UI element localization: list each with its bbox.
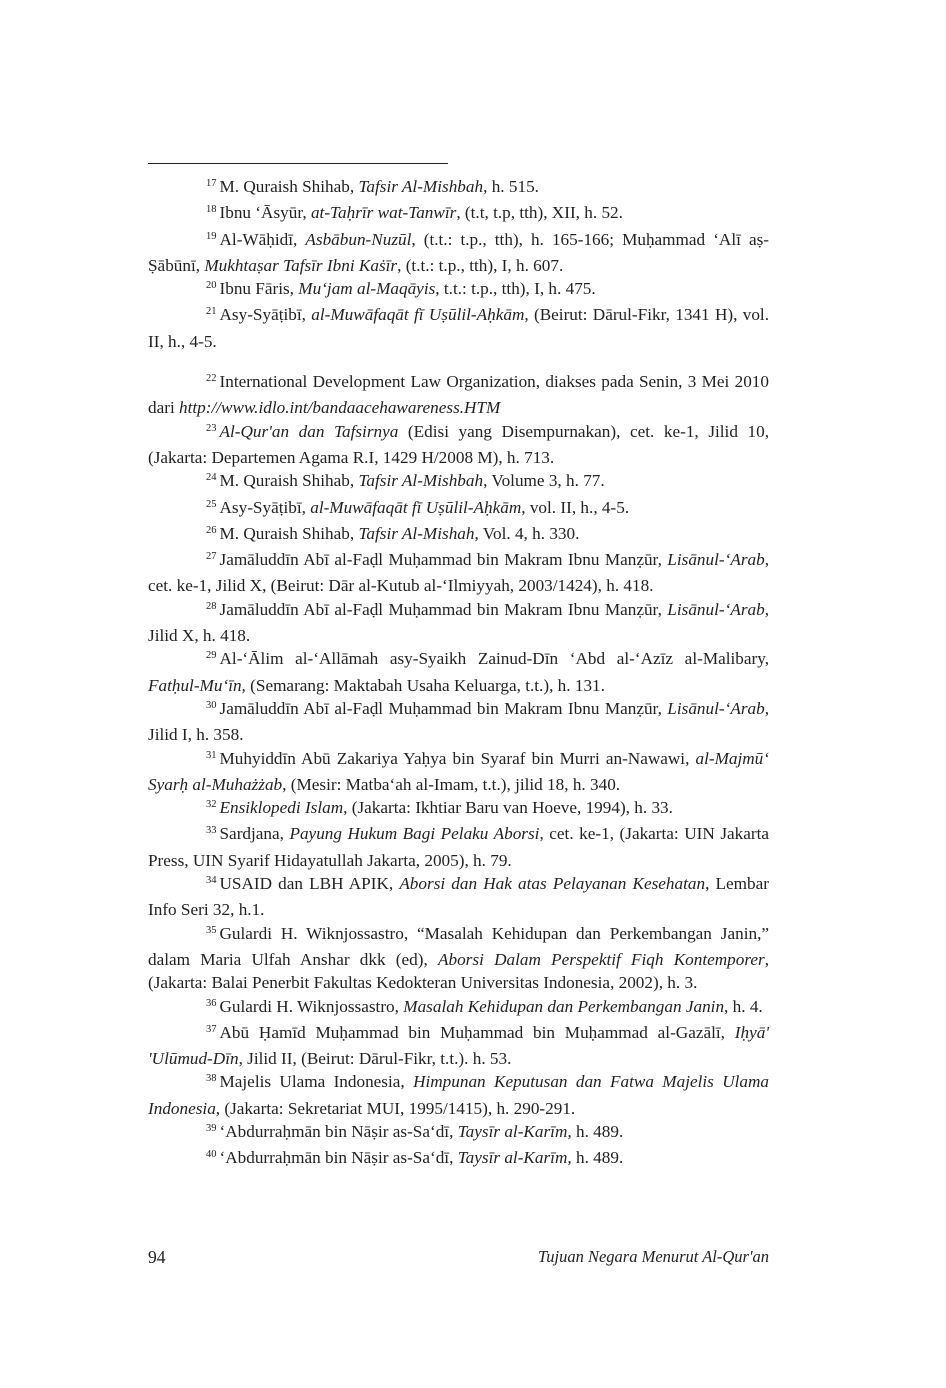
footnote (148, 277, 769, 303)
footnote-text: Al-‘Ālim al-‘Allāmah asy-Syaikh Zainud-Dīn ‘Abd al-‘Azīz al-Malibary, (219, 649, 769, 669)
footnote-text: , (Jakarta: Sekretariat MUI, 1995/1415), h. 290-291. (215, 1098, 576, 1118)
footnote-title: Mukhtaṣar Tafsīr Ibni Kaṡīr (204, 255, 398, 275)
footnote-number: 40 (206, 1149, 217, 1161)
footnote (148, 201, 769, 227)
footnote-text: , cet. ke-1, Jilid X, (Beirut: Dār al-Kutub al-‘Ilmiyyah, 2003/1424), h. 418. (148, 550, 769, 596)
footnote-number: 35 (206, 924, 217, 936)
footnote-text: Gulardi H. Wiknjossastro, (219, 996, 404, 1016)
footnote-number: 32 (206, 799, 217, 811)
footnote-title: Lisānul-‘Arab (667, 698, 765, 718)
footnote-number: 19 (206, 230, 217, 242)
footnote-text: Al-Wāḥidī, (219, 229, 306, 249)
page-number: 94 (148, 1247, 166, 1267)
footnote-text: Asy-Syāṭibī, (219, 497, 311, 517)
footnote-text: Gulardi H. Wiknjossastro, “Masalah Kehidupan dan Perkembangan Janin,” dalam Maria Ulfah Anshar dkk (ed), (148, 923, 769, 969)
footnote-text: , Lembar Info Seri 32, h.1. (148, 874, 769, 920)
footnote-title: Payung Hukum Bagi Pelaku Aborsi (289, 824, 540, 844)
footnote-text: International Development Law Organization, diakses pada Senin, 3 Mei 2010 dari (148, 372, 769, 418)
footnote-text: , (Jakarta: Balai Penerbit Fakultas Kedokteran Universitas Indonesia, 2002), h. 3. (148, 949, 770, 993)
running-head: Tujuan Negara Menurut Al-Qur'an (537, 1247, 769, 1266)
footnote-number: 23 (206, 422, 217, 434)
footnote-text: , (t.t.: t.p., tth), h. 165-166; Muḥammad ‘Alī aṣ-Ṣābūnī, (148, 229, 769, 275)
footnote-text: , cet. ke-1, (Jakarta: UIN Jakarta Press, UIN Syarif Hidayatullah Jakarta, 2005), h. 79. (148, 824, 769, 870)
footnote-text: Asy-Syāṭibī, (219, 305, 312, 325)
footnote-text: , Jilid II, (Beirut: Dārul-Fikr, t.t.). h. 53. (238, 1049, 512, 1069)
footnote (148, 522, 769, 548)
footnote-title: Ensiklopedi Islam (219, 798, 344, 818)
footnote-text: , vol. II, h., 4-5. (521, 497, 630, 517)
footnote-number: 39 (206, 1122, 217, 1134)
footnote-number: 33 (206, 825, 217, 837)
footnote-title: al-Muwāfaqāt fī Uṣūlil-Aḥkām (310, 497, 522, 517)
footnote-text: , (Beirut: Dārul-Fikr, 1341 H), vol. II, h., 4-5. (148, 305, 769, 351)
footnote (148, 496, 769, 522)
footnote-number: 29 (206, 650, 217, 662)
footnote-number: 34 (206, 875, 217, 887)
footnote-text: USAID dan LBH APIK, (219, 874, 400, 894)
footnote-title: at-Taḥrīr wat-Tanwīr (310, 203, 457, 223)
footnote-text: Sardjana, (219, 824, 290, 844)
footnote-number: 17 (206, 178, 217, 189)
footnote (148, 598, 769, 648)
footnote-number: 20 (206, 280, 217, 292)
footnote-text: Ibnu Fāris, (219, 279, 299, 299)
footnote-text: Muhyiddīn Abū Zakariya Yaḥya bin Syaraf bin Murri an-Nawawi, (219, 748, 696, 768)
footnote-title: Himpunan Keputusan dan Fatwa Majelis Ulama Indonesia (148, 1072, 769, 1118)
footnote-title: http://www.idlo.int/bandaacehawareness.HTM (179, 398, 501, 418)
footnote-title: Mu‘jam al-Maqāyis (298, 279, 436, 299)
footnote (148, 175, 769, 201)
footnote-number: 22 (206, 373, 217, 385)
footnote-text: ‘Abdurraḥmān bin Nāṣir as-Sa‘dī, (219, 1121, 458, 1141)
footnote-title: al-Muwāfaqāt fī Uṣūlil-Aḥkām (311, 305, 525, 325)
footnote-title: Taysīr al-Karīm, (457, 1148, 572, 1168)
footnote-title: Al-Qur'an dan Tafsirnya (219, 421, 399, 441)
footnote-text: (Semarang: Maktabah Usaha Keluarga, t.t.), h. 131. (245, 675, 605, 695)
footnote (148, 548, 769, 598)
footnote-text: M. Quraish Shihab, (219, 471, 359, 491)
footnote-text: Jamāluddīn Abī al-Faḍl Muḥammad bin Makram Ibnu Manẓūr, (219, 599, 668, 619)
footnote (148, 1146, 769, 1172)
footnote-title: Taysīr al-Karīm, (457, 1121, 572, 1141)
footnote-text: (Edisi yang Disempurnakan), cet. ke-1, Jilid 10, (Jakarta: Departemen Agama R.I, 1429 H/2008 M), h. 713. (148, 421, 769, 467)
footnote-text: Ibnu ‘Āsyūr, (219, 203, 311, 223)
footnote-text: , Jilid I, h. 358. (148, 698, 769, 745)
footnote-text: , (t.t.: t.p., tth), I, h. 607. (397, 255, 564, 275)
footnote-title: Masalah Kehidupan dan Perkembangan Janin (403, 996, 725, 1016)
footnote-number: 28 (206, 600, 217, 612)
footnote (148, 796, 769, 822)
footnote (148, 303, 769, 353)
footnote-number: 27 (206, 551, 217, 563)
footnote-title: Aborsi dan Hak atas Pelayanan Kesehatan (399, 874, 706, 894)
footnotes-section (148, 175, 769, 1173)
footnote-text: , Jilid X, h. 418. (148, 599, 769, 646)
footnote-number: 26 (206, 524, 217, 536)
footnote-text: Abū Ḥamīd Muḥammad bin Muḥammad bin Muḥammad al-Gazālī, (219, 1022, 735, 1042)
footnote-text: Jamāluddīn Abī al-Faḍl Muḥammad bin Makram Ibnu Manẓūr, (219, 550, 668, 570)
footnote-text: Majelis Ulama Indonesia, (219, 1072, 414, 1092)
footnote (148, 370, 769, 420)
footnote-title: Aborsi Dalam Perspektif Fiqh Kontemporer (438, 949, 765, 969)
footnote-text: ‘Abdurraḥmān bin Nāṣir as-Sa‘dī, (219, 1148, 458, 1168)
footnote-text: , Volume 3, h. 77. (483, 471, 605, 491)
footnote-text: M. Quraish Shihab, (219, 177, 359, 196)
footnote-title: Tafsir Al-Mishbah (358, 177, 484, 196)
footnote (148, 647, 769, 697)
footnote-text: , h. 515. (483, 177, 539, 196)
footnote-text: , t.t.: t.p., tth), I, h. 475. (435, 279, 596, 299)
footnote-text: Jamāluddīn Abī al-Faḍl Muḥammad bin Makram Ibnu Manẓūr, (219, 698, 668, 718)
footnote-title: Tafsir Al-Mishah, (358, 523, 479, 543)
footnote-text: , h. 4. (724, 996, 763, 1016)
footnote (148, 872, 769, 922)
footnote-text: , (t.t, t.p, tth), XII, h. 52. (456, 203, 623, 223)
footnote (148, 697, 769, 747)
footnote-text: h. 489. (571, 1121, 624, 1141)
footnote-number: 25 (206, 498, 217, 510)
footnote-number: 36 (206, 997, 217, 1009)
footnote-title: Tafsir Al-Mishbah (358, 471, 484, 491)
footnote-title: Fatḥul-Mu‘īn, (148, 675, 246, 695)
footnote (148, 420, 769, 470)
footnote-title: Asbābun-Nuzūl (305, 229, 412, 249)
footnote-number: 18 (206, 204, 217, 216)
footnote (148, 228, 769, 278)
footnote (148, 822, 769, 872)
footnote-number: 21 (206, 306, 217, 318)
footnote-number: 37 (206, 1023, 217, 1035)
footnote-separator-rule (148, 163, 448, 164)
footnote-number: 24 (206, 472, 217, 484)
footnote-title: al-Majmū‘ Syarḥ al-Muhażżab (148, 748, 769, 794)
footnote-text: , (Mesir: Matba‘ah al-Imam, t.t.), jilid 18, h. 340. (282, 774, 621, 794)
footnote-title: Lisānul-‘Arab (667, 599, 765, 619)
footnote-text: Vol. 4, h. 330. (478, 523, 580, 543)
footnote-title: Lisānul-‘Arab (667, 550, 765, 570)
footnote (148, 1021, 769, 1071)
footnote-number: 31 (206, 749, 217, 761)
footnote (148, 747, 769, 797)
footnote (148, 995, 769, 1021)
footnote (148, 922, 769, 995)
footnote-text: M. Quraish Shihab, (219, 523, 359, 543)
footnote-text: , (Jakarta: Ikhtiar Baru van Hoeve, 1994), h. 33. (343, 798, 673, 818)
footnote (148, 469, 769, 495)
footnote-title: Iḥyā' 'Ulūmud-Dīn (148, 1022, 769, 1069)
footnote-number: 30 (206, 699, 217, 711)
footnote (148, 1120, 769, 1146)
footnote-text: h. 489. (571, 1148, 624, 1168)
footnote (148, 1070, 769, 1120)
footnote-number: 38 (206, 1073, 217, 1085)
